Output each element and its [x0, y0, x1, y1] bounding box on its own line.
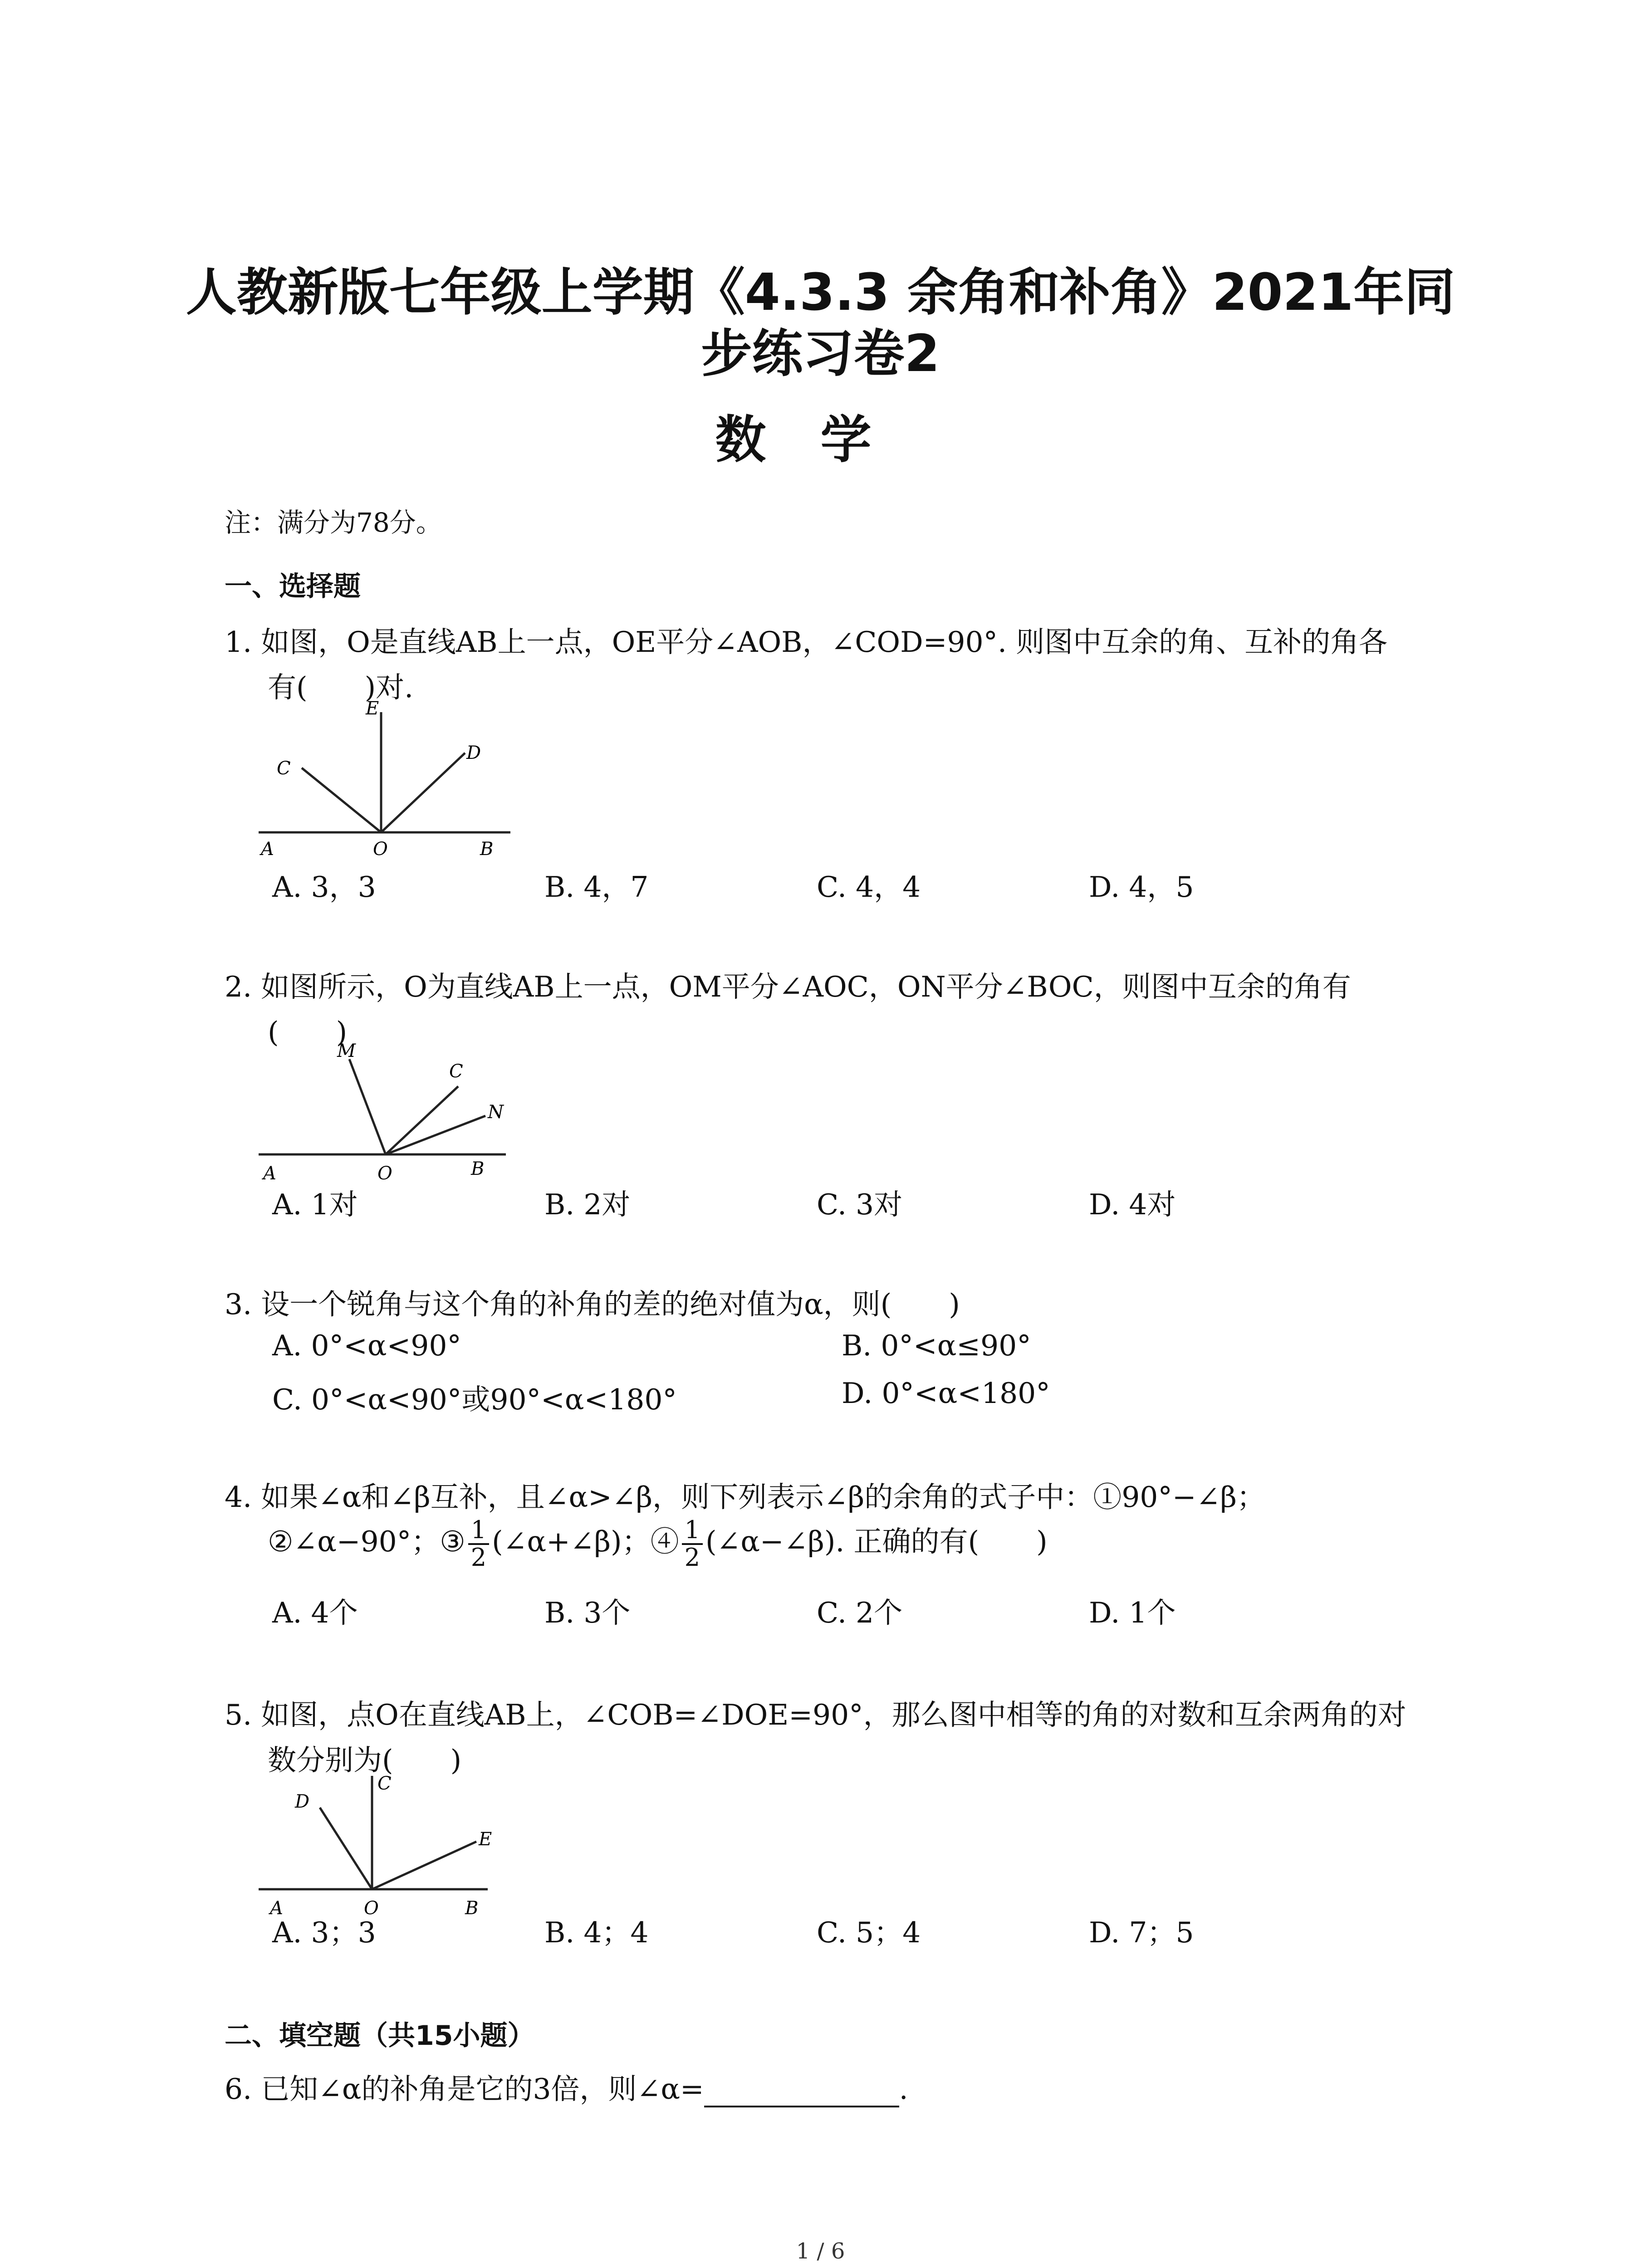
doc-title-line2: 步练习卷2	[701, 324, 940, 383]
q1-figure	[259, 701, 522, 857]
q4-part3: (∠α−∠β). 正确的有( )	[705, 1525, 1048, 1559]
doc-title-line1: 人教新版七年级上学期《4.3.3 余角和补角》2021年同	[186, 263, 1455, 322]
subject-heading: 数学	[715, 411, 926, 469]
q2-ray-oc	[386, 1086, 458, 1154]
q1-option-d: D. 4，5	[1089, 870, 1194, 904]
q2-figure	[259, 1039, 522, 1186]
score-note: 注：满分为78分。	[225, 507, 442, 538]
q5-option-c: C. 5；4	[817, 1916, 921, 1949]
q2-ray-on	[386, 1116, 485, 1154]
q4-frac2-denominator: 2	[684, 1543, 700, 1572]
q5-label-b: B	[465, 1898, 479, 1919]
q1-option-a: A. 3，3	[272, 870, 376, 904]
q2-option-b: B. 2对	[544, 1188, 631, 1221]
q4-frac2-numerator: 1	[682, 1517, 703, 1545]
q5-option-d: D. 7；5	[1089, 1916, 1194, 1949]
q5-option-a: A. 3；3	[272, 1916, 376, 1949]
q2-stem-line1: 2. 如图所示，O为直线AB上一点，OM平分∠AOC，ON平分∠BOC，则图中互余的角有	[225, 970, 1351, 1003]
q3-option-b: B. 0°<α≤90°	[842, 1329, 1031, 1362]
q4-option-c: C. 2个	[817, 1596, 903, 1629]
q4-option-b: B. 3个	[544, 1596, 631, 1629]
q3-option-c: C. 0°<α<90°或90°<α<180°	[272, 1383, 677, 1416]
q2-option-c: C. 3对	[817, 1188, 903, 1221]
section-fill-heading: 二、填空题（共15小题）	[225, 2020, 535, 2052]
q4-stem-line1: 4. 如果∠α和∠β互补，且∠α>∠β，则下列表示∠β的余角的式子中：①90°−∠β；	[225, 1481, 1265, 1514]
q5-stem-line1: 5. 如图，点O在直线AB上，∠COB=∠DOE=90°，那么图中相等的角的对数和互余两角的对	[225, 1698, 1406, 1731]
q1-label-a: A	[261, 839, 274, 857]
q5-ray-od	[320, 1808, 372, 1889]
q2-label-o: O	[377, 1163, 392, 1184]
q4-frac1-numerator: 1	[468, 1517, 489, 1545]
q6-stem: 6. 已知∠α的补角是它的3倍，则∠α=	[225, 2072, 704, 2106]
q4-frac1-denominator: 2	[470, 1543, 487, 1572]
q3-stem: 3. 设一个锐角与这个角的补角的差的绝对值为α，则( )	[225, 1288, 960, 1321]
q3-option-a: A. 0°<α<90°	[272, 1329, 461, 1362]
q1-option-c: C. 4，4	[817, 870, 921, 904]
q1-ray-oc	[302, 768, 381, 832]
q6-answer-blank[interactable]	[704, 2078, 899, 2107]
q4-stem-line2	[268, 1517, 1048, 1570]
q6-period: .	[899, 2072, 908, 2106]
q2-label-a: A	[263, 1163, 276, 1184]
q1-stem-line1: 1. 如图，O是直线AB上一点，OE平分∠AOB，∠COD=90°. 则图中互余的角、互补的角各	[225, 626, 1388, 659]
q2-label-m: M	[337, 1041, 356, 1061]
q5-label-o: O	[364, 1898, 379, 1919]
q2-ray-om	[349, 1059, 386, 1154]
q1-stem-line2: 有( )对.	[268, 671, 414, 704]
q2-label-c: C	[449, 1061, 463, 1082]
q5-label-e: E	[479, 1829, 492, 1850]
q4-part2: (∠α+∠β)；④	[492, 1525, 679, 1559]
q2-label-b: B	[471, 1158, 485, 1179]
q1-label-d: D	[466, 743, 481, 763]
q1-label-e: E	[366, 701, 379, 719]
q4-part1: ②∠α−90°；③	[268, 1525, 465, 1559]
q4-fraction-half-1	[468, 1517, 489, 1570]
q3-option-d: D. 0°<α<180°	[842, 1377, 1050, 1410]
q5-stem-line2: 数分别为( )	[268, 1744, 462, 1777]
q5-ray-oe	[372, 1842, 476, 1889]
q1-option-b: B. 4，7	[544, 870, 649, 904]
q2-option-a: A. 1对	[272, 1188, 358, 1221]
q5-label-d: D	[295, 1791, 310, 1812]
q5-label-a: A	[270, 1898, 283, 1919]
q4-option-d: D. 1个	[1089, 1596, 1176, 1629]
q4-fraction-half-2	[682, 1517, 703, 1570]
question-6	[225, 2066, 908, 2107]
q2-label-n: N	[488, 1102, 504, 1123]
page-number: 1 / 6	[796, 2239, 845, 2264]
q1-label-c: C	[277, 758, 291, 779]
q5-figure	[259, 1769, 513, 1919]
q5-label-c: C	[377, 1773, 392, 1794]
q2-option-d: D. 4对	[1089, 1188, 1176, 1221]
q1-label-b: B	[480, 839, 494, 857]
section-choice-heading: 一、选择题	[225, 571, 361, 602]
q1-label-o: O	[373, 839, 388, 857]
q4-option-a: A. 4个	[272, 1596, 358, 1629]
q5-option-b: B. 4；4	[544, 1916, 649, 1949]
q2-stem-line2: ( )	[268, 1016, 348, 1049]
q1-ray-od	[381, 753, 465, 832]
